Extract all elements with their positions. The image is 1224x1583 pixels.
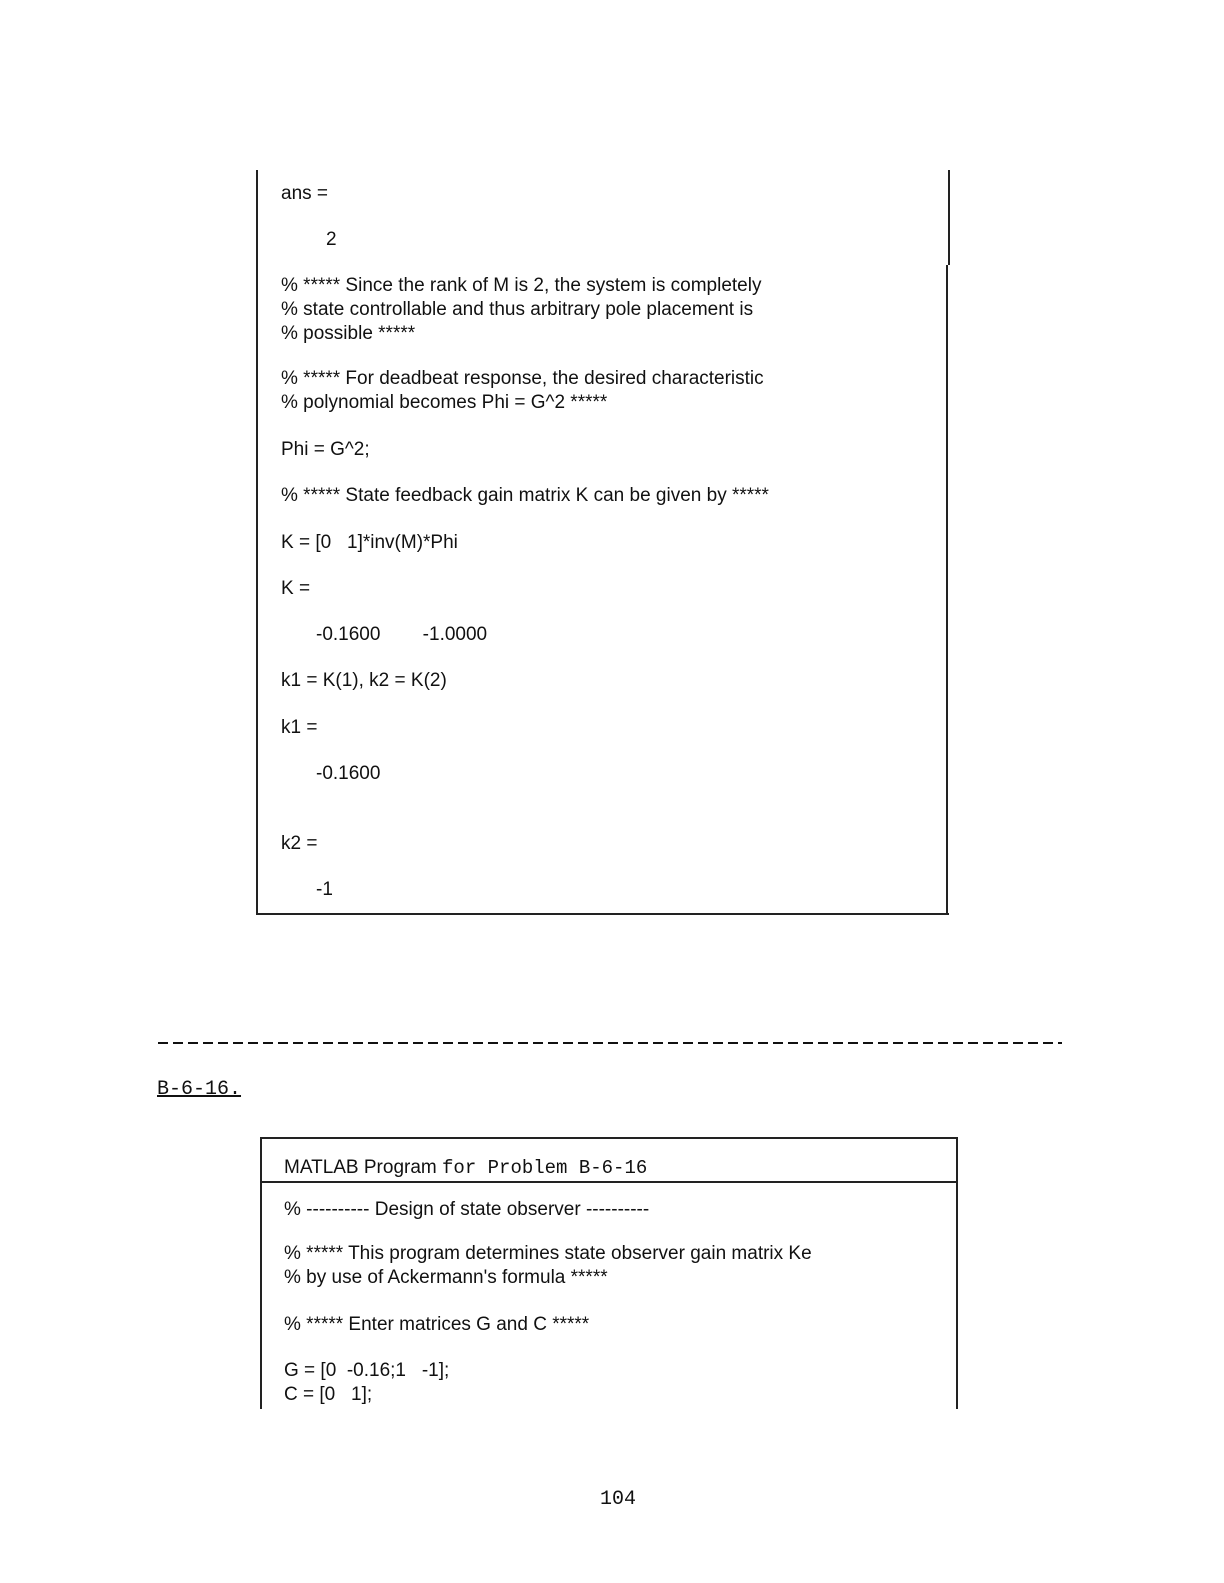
code-box-left-border [256,170,258,915]
code-line: % possible ***** [281,323,416,344]
code-line: ans = [281,183,329,204]
code-line: C = [0 1]; [284,1384,373,1405]
code-line: 2 [326,229,337,250]
code-line: % polynomial becomes Phi = G^2 ***** [281,392,608,413]
code-line: k1 = K(1), k2 = K(2) [281,670,447,691]
code-line: -0.1600 -1.0000 [316,624,488,645]
program-box-title-divider [260,1181,956,1183]
code-box-right-border [948,170,950,265]
page-number: 104 [600,1488,637,1511]
code-line: k2 = [281,833,318,854]
code-box-right-border-lower [946,265,948,915]
code-line: K = [281,578,311,599]
code-line: % ---------- Design of state observer ---------- [284,1199,650,1220]
code-line: % state controllable and thus arbitrary pole placement is [281,299,754,320]
code-line: K = [0 1]*inv(M)*Phi [281,532,458,553]
code-box-bottom-border [256,913,949,915]
code-line: Phi = G^2; [281,439,370,460]
program-title-suffix: for Problem B-6-16 [442,1157,648,1179]
code-line: -1 [316,879,333,900]
problem-label: B-6-16. [157,1078,242,1101]
program-box-title [284,1156,647,1180]
code-line: % by use of Ackermann's formula ***** [284,1267,608,1288]
code-line: % ***** This program determines state observer gain matrix Ke [284,1243,812,1264]
code-line: k1 = [281,717,318,738]
code-line: % ***** State feedback gain matrix K can be given by ***** [281,485,769,506]
code-line: % ***** For deadbeat response, the desired characteristic [281,368,764,389]
code-line: -0.1600 [316,763,381,784]
program-title-prefix: MATLAB Program [284,1157,443,1178]
code-line: G = [0 -0.16;1 -1]; [284,1360,450,1381]
code-line: % ***** Enter matrices G and C ***** [284,1314,590,1335]
dashed-separator [158,1042,1062,1044]
code-line: % ***** Since the rank of M is 2, the system is completely [281,275,762,296]
